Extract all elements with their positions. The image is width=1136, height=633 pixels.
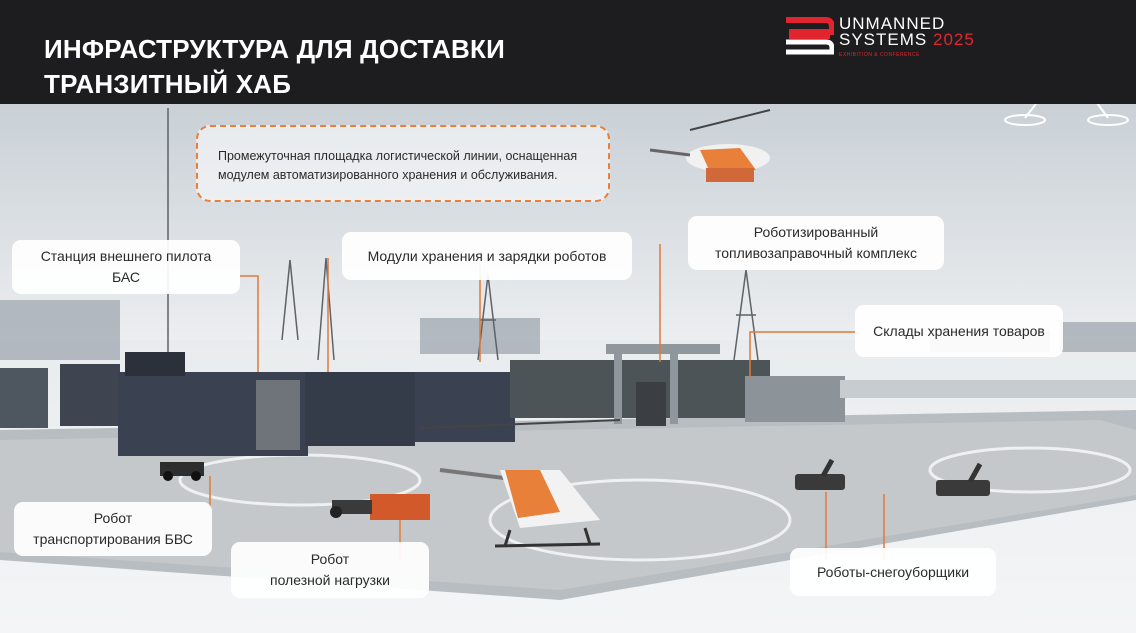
title-line-1: ИНФРАСТРУКТУРА ДЛЯ ДОСТАВКИ — [44, 34, 505, 64]
hub-description-box — [196, 125, 610, 202]
description-line-1: Промежуточная площадка логистической линии, оснащенная — [218, 149, 578, 163]
label-payload-robot: Робот полезной нагрузки — [231, 542, 429, 598]
label-storage-modules: Модули хранения и зарядки роботов — [342, 232, 632, 280]
page-title — [44, 32, 505, 102]
label-transport-robot: Робот транспортирования БВС — [14, 502, 212, 556]
logo-tagline: EXHIBITION & CONFERENCE — [839, 52, 920, 58]
logo-year: 2025 — [932, 30, 975, 49]
logo-mark-icon — [782, 16, 834, 56]
label-pilot-station: Станция внешнего пилота БАС — [12, 240, 240, 294]
logo-line-2: SYSTEMS 2025 — [839, 30, 975, 49]
label-fuel-complex: Роботизированный топливозаправочный комплекс — [688, 216, 944, 270]
label-warehouses: Склады хранения товаров — [855, 305, 1063, 357]
logo-text — [839, 16, 975, 48]
title-line-2: ТРАНЗИТНЫЙ ХАБ — [44, 69, 292, 99]
unmanned-systems-logo — [782, 14, 1012, 62]
logo-line-1: UNMANNED — [839, 14, 946, 33]
label-snow-robots: Роботы-снегоуборщики — [790, 548, 996, 596]
description-line-2: модулем автоматизированного хранения и обслуживания. — [218, 168, 558, 182]
